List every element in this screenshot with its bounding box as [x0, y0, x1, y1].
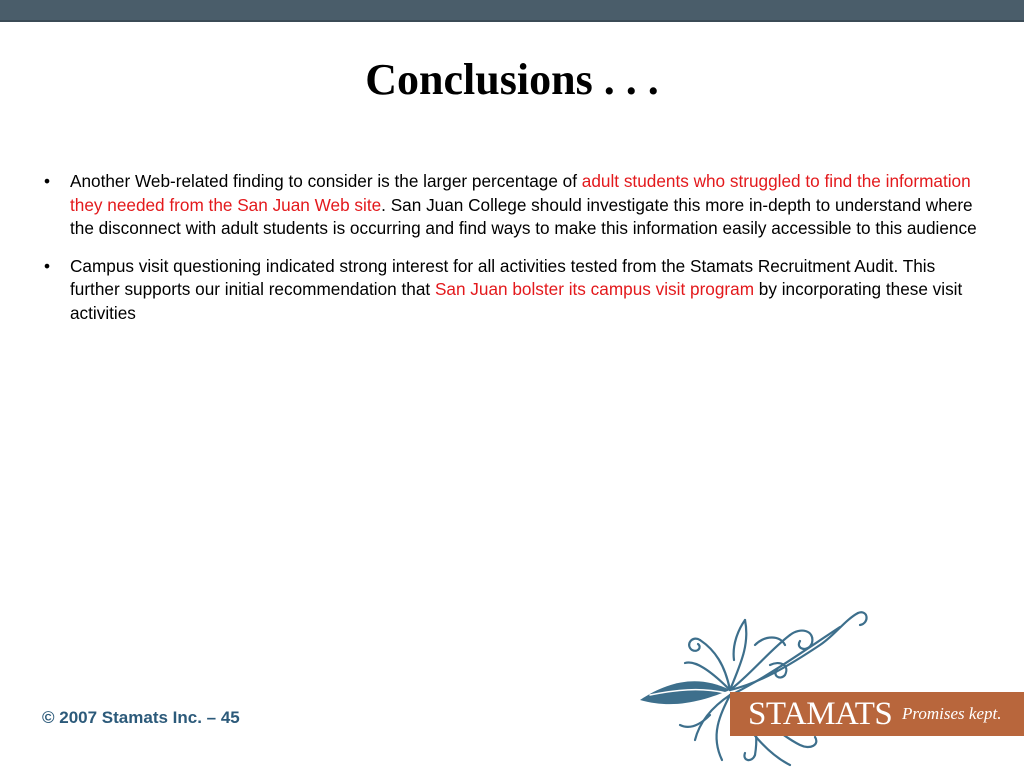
bullet-highlight: San Juan bolster its campus visit program: [434, 279, 755, 299]
bullet-highlight: adult students who struggled to find the information they needed from the San Juan Web site: [70, 171, 971, 215]
top-bar: [0, 0, 1024, 22]
bullet-marker: •: [44, 255, 51, 276]
bullet-list: [42, 170, 982, 339]
bullet-item: [42, 170, 982, 241]
bullet-text: by incorporating these visit activities: [70, 279, 963, 323]
bullet-item: [42, 255, 982, 326]
slide-title: Conclusions . . .: [365, 55, 659, 104]
logo-tagline: Promises kept.: [902, 704, 1002, 723]
stamats-logo: [630, 605, 1024, 768]
bullet-marker: •: [44, 171, 51, 191]
bullet-text: Another Web-related finding to consider is the larger percentage of: [70, 171, 582, 191]
logo-wordmark: [748, 693, 892, 735]
bullet-text: . San Juan College should investigate this more in-depth to understand where the disconnect with adult students is occurring and find ways to make this information easily accessible to this audience: [70, 194, 977, 238]
bullet-text: Campus visit questioning indicated strong interest for all activities tested from the Stamats Recruitment Audit. This further supports our initial recommendation that: [70, 255, 936, 299]
footer-copyright: © 2007 Stamats Inc. – 45: [42, 708, 240, 727]
logo-wordmark-part1: STAM: [748, 696, 836, 732]
logo-wordmark-part2: ATS: [835, 696, 893, 732]
flourish-ornament-icon: [630, 605, 1024, 768]
